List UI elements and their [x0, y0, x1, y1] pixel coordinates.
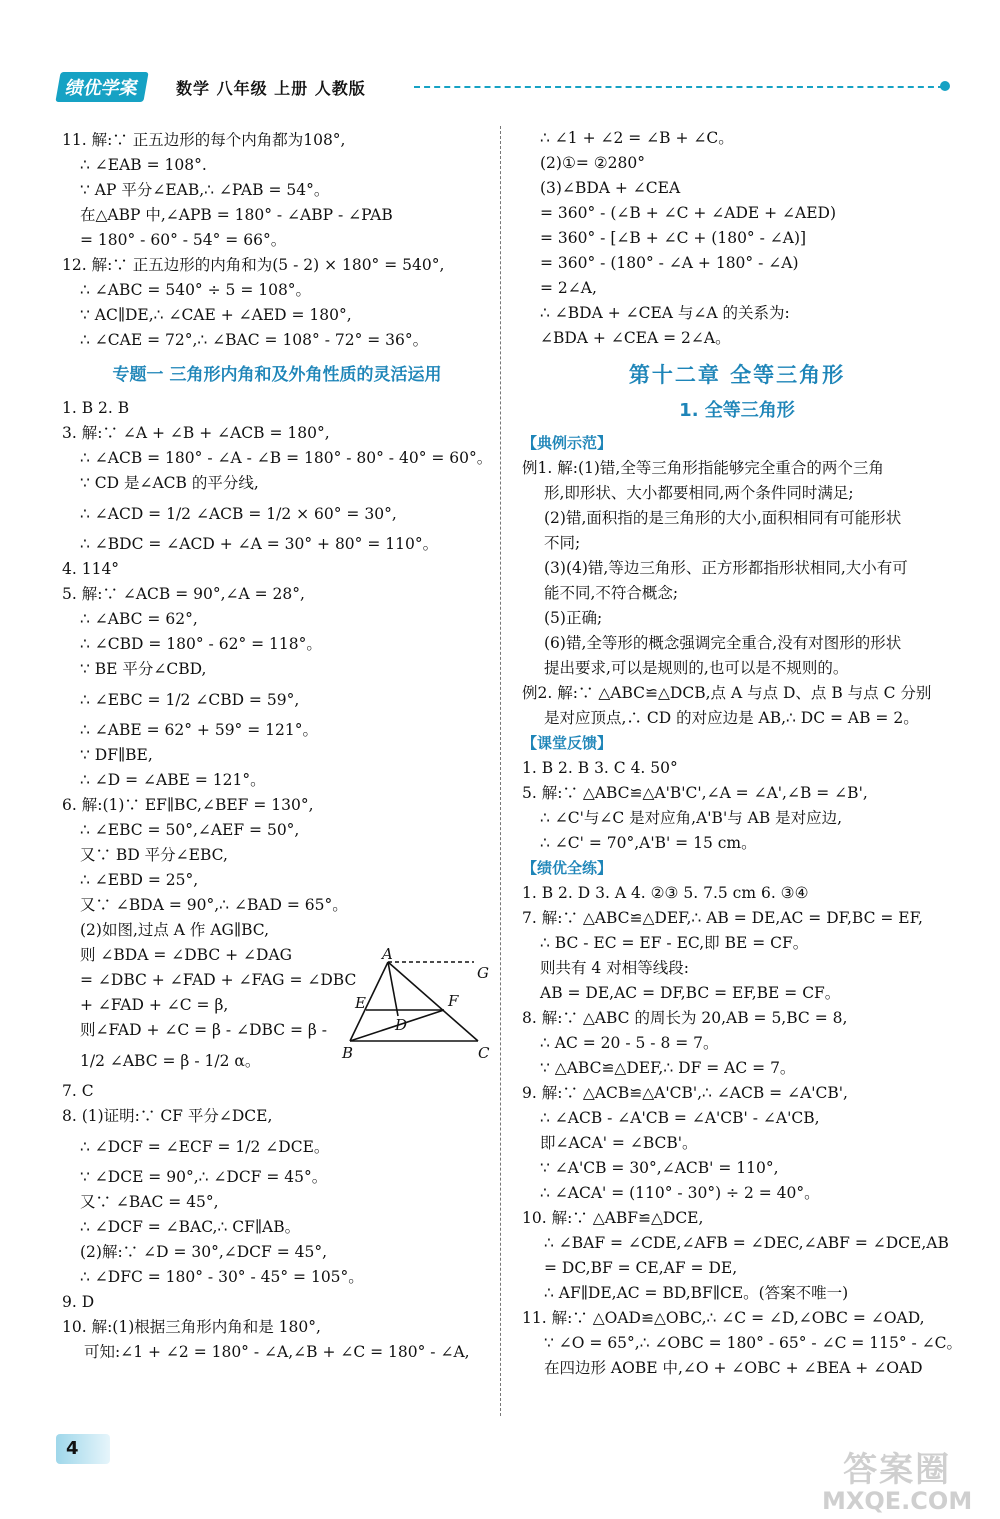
- answer-line: ∴ ∠1 + ∠2 = ∠B + ∠C。: [540, 129, 734, 147]
- answer-line: ∵ AP 平分∠EAB,∴ ∠PAB = 54°。: [80, 181, 330, 199]
- answer-line: ∵ DF∥BE,: [80, 746, 153, 764]
- answer-line: ∴ ∠ABC = 540° ÷ 5 = 108°。: [80, 281, 312, 299]
- label-f: F: [448, 992, 459, 1010]
- answer-line: 5. 解:∵ ∠ACB = 90°,∠A = 28°,: [62, 585, 305, 603]
- tag-typical-examples: 【典例示范】: [522, 434, 613, 452]
- lesson-title: 1. 全等三角形: [679, 400, 795, 421]
- right-column: [522, 126, 963, 1381]
- answer-line: ∴ ∠ABC = 62°,: [80, 610, 198, 628]
- answer-line: (6)错,全等形的概念强调完全重合,没有对图形的形状: [544, 634, 902, 652]
- brand-logo: 绩优学案: [55, 72, 148, 102]
- answer-line: 11. 解:∵ 正五边形的每个内角都为108°,: [62, 131, 346, 149]
- label-g: G: [477, 964, 489, 982]
- answer-line: (5)正确;: [544, 609, 603, 627]
- answer-line: ∴ AC = 20 - 5 - 8 = 7。: [540, 1034, 719, 1052]
- answer-line: 1/2 ∠ABC = β - 1/2 α。: [80, 1052, 261, 1070]
- answer-line: 1. B 2. B 3. C 4. 50°: [522, 759, 678, 777]
- answer-line: 1. B 2. D 3. A 4. ②③ 5. 7.5 cm 6. ③④: [522, 884, 809, 902]
- answer-line: 即∠ACA' = ∠BCB'。: [540, 1134, 698, 1152]
- label-a: A: [382, 948, 393, 963]
- answer-line: ∴ ∠C'与∠C 是对应角,A'B'与 AB 是对应边,: [540, 809, 843, 827]
- answer-line: ∵ CD 是∠ACB 的平分线,: [80, 474, 259, 492]
- answer-line: 提出要求,可以是规则的,也可以是不规则的。: [544, 659, 849, 677]
- answer-line: ∴ ∠BDC = ∠ACD + ∠A = 30° + 80° = 110°。: [80, 535, 439, 553]
- answer-line: ∴ ∠CBD = 180° - 62° = 118°。: [80, 635, 322, 653]
- answer-line: ∴ AF∥DE,AC = BD,BF∥CE。(答案不唯一): [544, 1284, 849, 1302]
- answer-line: 8. 解:∵ △ABC 的周长为 20,AB = 5,BC = 8,: [522, 1009, 848, 1027]
- answer-line: ∵ ∠A'CB = 30°,∠ACB' = 110°,: [540, 1159, 779, 1177]
- label-b: B: [342, 1044, 354, 1062]
- answer-line: (2)解:∵ ∠D = 30°,∠DCF = 45°,: [80, 1243, 328, 1261]
- answer-line: 在四边形 AOBE 中,∠O + ∠OBC + ∠BEA + ∠OAD: [544, 1359, 923, 1377]
- answer-line: 是对应顶点,∴ CD 的对应边是 AB,∴ DC = AB = 2。: [544, 709, 919, 727]
- answer-line: 1. B 2. B: [62, 399, 130, 417]
- answer-line: 能不同,不符合概念;: [544, 584, 679, 602]
- answer-line: ∴ ∠ACB = 180° - ∠A - ∠B = 180° - 80° - 40° = 60°。: [80, 449, 493, 467]
- answer-line: 可知:∠1 + ∠2 = 180° - ∠A,∠B + ∠C = 180° - ∠A,: [84, 1343, 470, 1361]
- answer-line: (2)如图,过点 A 作 AG∥BC,: [80, 921, 270, 939]
- answer-line: ∴ ∠DCF = ∠BAC,∴ CF∥AB。: [80, 1218, 301, 1236]
- answer-line: ∴ ∠EBD = 25°,: [80, 871, 199, 889]
- answer-line: 4. 114°: [62, 560, 120, 578]
- answer-line: 又∵ ∠BAC = 45°,: [80, 1193, 219, 1211]
- answer-line: ∴ ∠EAB = 108°.: [80, 156, 207, 174]
- answer-line: ∵ ∠O = 65°,∴ ∠OBC = 180° - 65° - ∠C = 115° - ∠C。: [544, 1334, 963, 1352]
- answer-line: ∴ ∠DFC = 180° - 30° - 45° = 105°。: [80, 1268, 364, 1286]
- answer-line: 9. D: [62, 1293, 95, 1311]
- answer-line: (3)(4)错,等边三角形、正方形都指形状相同,大小有可: [544, 559, 908, 577]
- answer-line: ∵ ∠DCE = 90°,∴ ∠DCF = 45°。: [80, 1168, 328, 1186]
- answer-line: 则共有 4 对相等线段:: [540, 959, 689, 977]
- answer-line: 11. 解:∵ △OAD≌△OBC,∴ ∠C = ∠D,∠OBC = ∠OAD,: [522, 1309, 925, 1327]
- answer-line: 5. 解:∵ △ABC≌△A'B'C',∠A = ∠A',∠B = ∠B',: [522, 784, 868, 802]
- answer-line: ∵ △ABC≌△DEF,∴ DF = AC = 7。: [540, 1059, 796, 1077]
- answer-line: ∴ ∠DCF = ∠ECF = 1/2 ∠DCE。: [80, 1138, 330, 1156]
- answer-line: 6. 解:(1)∵ EF∥BC,∠BEF = 130°,: [62, 796, 314, 814]
- section-title: 专题一 三角形内角和及外角性质的灵活运用: [112, 365, 442, 385]
- answer-line: = ∠DBC + ∠FAD + ∠FAG = ∠DBC: [80, 971, 357, 989]
- answer-line: 7. C: [62, 1082, 94, 1100]
- answer-line: ∴ ∠ACD = 1/2 ∠ACB = 1/2 × 60° = 30°,: [80, 505, 397, 523]
- answer-line: 又∵ BD 平分∠EBC,: [80, 846, 228, 864]
- left-column: [62, 128, 492, 1365]
- label-c: C: [478, 1044, 490, 1062]
- answer-line: 3. 解:∵ ∠A + ∠B + ∠ACB = 180°,: [62, 424, 330, 442]
- answer-line: ∴ ∠EBC = 50°,∠AEF = 50°,: [80, 821, 300, 839]
- answer-line: ∴ ∠ACA' = (110° - 30°) ÷ 2 = 40°。: [540, 1184, 820, 1202]
- answer-line: 例2. 解:∵ △ABC≌△DCB,点 A 与点 D、点 B 与点 C 分别: [522, 684, 932, 702]
- answer-line: ∵ AC∥DE,∴ ∠CAE + ∠AED = 180°,: [80, 306, 352, 324]
- answer-line: = 180° - 60° - 54° = 66°。: [80, 231, 287, 249]
- answer-line: ∴ ∠BDA + ∠CEA 与∠A 的关系为:: [540, 304, 790, 322]
- answer-line: ∴ ∠C' = 70°,A'B' = 15 cm。: [540, 834, 757, 852]
- answer-line: 又∵ ∠BDA = 90°,∴ ∠BAD = 65°。: [80, 896, 348, 914]
- answer-line: (2)错,面积指的是三角形的大小,面积相同有可能形状: [544, 509, 902, 527]
- label-d: D: [395, 1016, 408, 1034]
- answer-line: + ∠FAD + ∠C = β,: [80, 996, 229, 1014]
- watermark-url: MXQE.COM: [822, 1487, 973, 1515]
- answer-line: 不同;: [544, 534, 581, 552]
- label-e: E: [355, 994, 366, 1012]
- header-dash-line: [414, 86, 944, 88]
- answer-line: = DC,BF = CE,AF = DE,: [544, 1259, 738, 1277]
- answer-line: = 360° - (180° - ∠A + 180° - ∠A): [540, 254, 799, 272]
- answer-line: 10. 解:(1)根据三角形内角和是 180°,: [62, 1318, 321, 1336]
- answer-line: = 2∠A,: [540, 279, 597, 297]
- column-divider: [500, 126, 501, 1416]
- answer-line: 在△ABP 中,∠APB = 180° - ∠ABP - ∠PAB: [80, 206, 393, 224]
- answer-line: 12. 解:∵ 正五边形的内角和为(5 - 2) × 180° = 540°,: [62, 256, 445, 274]
- answer-line: ∠BDA + ∠CEA = 2∠A。: [540, 329, 731, 347]
- answer-line: 7. 解:∵ △ABC≌△DEF,∴ AB = DE,AC = DF,BC = EF,: [522, 909, 923, 927]
- triangle-figure: [340, 948, 500, 1064]
- tag-class-feedback: 【课堂反馈】: [522, 734, 613, 752]
- answer-line: ∴ ∠ABE = 62° + 59° = 121°。: [80, 721, 318, 739]
- answer-line: 则 ∠BDA = ∠DBC + ∠DAG: [80, 946, 293, 964]
- answer-line: ∴ ∠BAF = ∠CDE,∠AFB = ∠DEC,∠ABF = ∠DCE,AB: [544, 1234, 949, 1252]
- answer-line: (3)∠BDA + ∠CEA: [540, 179, 681, 197]
- header-dot: [940, 81, 950, 91]
- watermark-logo-text: 答案圈: [843, 1450, 952, 1490]
- answer-line: ∴ ∠ACB - ∠A'CB = ∠A'CB' - ∠A'CB,: [540, 1109, 820, 1127]
- answer-line: (2)①= ②280°: [540, 154, 645, 172]
- answer-line: = 360° - (∠B + ∠C + ∠ADE + ∠AED): [540, 204, 837, 222]
- answer-line: = 360° - [∠B + ∠C + (180° - ∠A)]: [540, 229, 807, 247]
- answer-line: 形,即形状、大小都要相同,两个条件同时满足;: [544, 484, 854, 502]
- chapter-title: 第十二章 全等三角形: [628, 363, 846, 387]
- watermark: [822, 1442, 972, 1515]
- tag-full-practice: 【绩优全练】: [522, 859, 613, 877]
- answer-line: 则∠FAD + ∠C = β - ∠DBC = β -: [80, 1021, 328, 1039]
- page-number: 4: [56, 1434, 110, 1464]
- answer-line: ∴ BC - EC = EF - EC,即 BE = CF。: [540, 934, 809, 952]
- page-header: [58, 72, 948, 106]
- answer-line: 9. 解:∵ △ACB≌△A'CB',∴ ∠ACB = ∠A'CB',: [522, 1084, 848, 1102]
- answer-line: ∴ ∠EBC = 1/2 ∠CBD = 59°,: [80, 691, 300, 709]
- answer-line: 10. 解:∵ △ABF≌△DCE,: [522, 1209, 704, 1227]
- answer-line: AB = DE,AC = DF,BC = EF,BE = CF。: [540, 984, 841, 1002]
- answer-line: ∴ ∠D = ∠ABE = 121°。: [80, 771, 266, 789]
- answer-line: ∴ ∠CAE = 72°,∴ ∠BAC = 108° - 72° = 36°。: [80, 331, 429, 349]
- book-info: 数学 八年级 上册 人教版: [176, 79, 366, 98]
- answer-line: 8. (1)证明:∵ CF 平分∠DCE,: [62, 1107, 273, 1125]
- answer-line: 例1. 解:(1)错,全等三角形指能够完全重合的两个三角: [522, 459, 884, 477]
- answer-line: ∵ BE 平分∠CBD,: [80, 660, 207, 678]
